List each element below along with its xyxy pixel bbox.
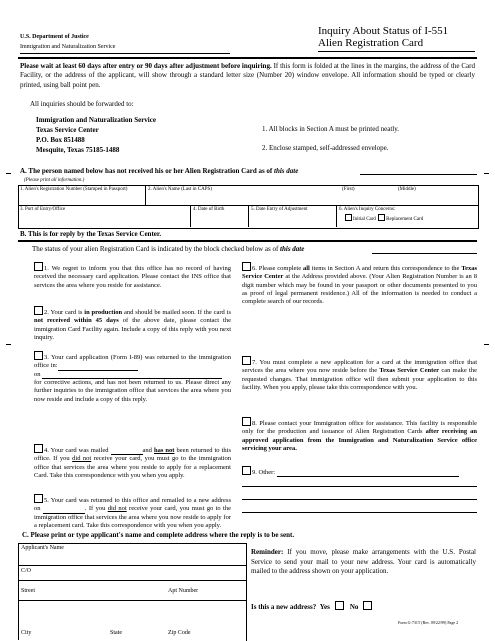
applicant-name-field[interactable]: Applicant's Name — [21, 545, 64, 551]
option-3-on: on — [34, 370, 41, 378]
note-1: 1. All blocks in Section A must be printed neatly. — [262, 125, 400, 133]
reply-option-2 — [34, 306, 231, 342]
reply-option-5 — [34, 494, 231, 530]
option-9-text: 9. Other: — [252, 469, 276, 476]
section-a-heading-date: this date — [274, 167, 299, 175]
option-6-emphasis: Texas Service Center — [242, 265, 477, 281]
option-5-text: receive your card, you must go to the immigration office that services the area where you now reside to apply for a replacement card. Take this correspondence with you when you apply. — [34, 505, 231, 529]
section-b-heading: B. This is for reply by the Texas Service Center. — [20, 230, 162, 238]
apt-number-field[interactable]: Apt Number — [168, 588, 199, 594]
field-first-name-label: (First) — [342, 187, 355, 192]
section-a-date-field[interactable] — [360, 174, 477, 175]
address-box — [18, 543, 247, 641]
fold-mark — [6, 344, 11, 345]
no-label: No — [349, 603, 359, 611]
reminder-body: If you move, please make arrangements with the U.S. Postal Service to send your mail to your new address. Your card is automatically mailed to the address shown on your application. — [251, 548, 476, 576]
option-5-emphasis: did not — [107, 505, 127, 513]
replacement-card-label: Replacement Card — [386, 217, 424, 222]
section-a-heading — [20, 167, 298, 175]
status-text: The status of your alien Registration Card is indicated by the block checked below as of — [32, 245, 281, 253]
option-2-text: of the above date, please contact the immigration Card Facility again. Include a copy of this reply with you next inquiry. — [34, 317, 231, 341]
reply-option-6 — [242, 262, 477, 307]
option-2-checkbox[interactable] — [34, 306, 43, 315]
print-note: (Please print all information.) — [24, 178, 85, 183]
other-line[interactable] — [242, 499, 477, 500]
option-8-checkbox[interactable] — [242, 417, 251, 426]
option-4-checkbox[interactable] — [34, 444, 43, 453]
address-box-left — [18, 543, 19, 640]
option-4-emphasis: has not — [153, 447, 175, 454]
yes-checkbox[interactable] — [335, 601, 344, 610]
initial-card-label: Initial Card — [353, 217, 376, 222]
field-middle-name-label: (Middle) — [398, 187, 416, 192]
field-port-of-entry[interactable]: 3. Port of Entry/Office — [20, 207, 66, 212]
grid-col-divider — [248, 205, 249, 227]
forward-label: All inquiries should be forwarded to: — [30, 100, 134, 108]
field-date-of-birth[interactable]: 4. Date of Birth — [193, 207, 225, 212]
option-3-checkbox[interactable] — [34, 351, 43, 360]
option-4-text: receive your card, you must go to the immigration office that services the area where you reside to apply for a replacement Card. Take this correspondence with you when you apply. — [34, 455, 231, 479]
address-row-divider — [18, 600, 247, 601]
field-date-entry[interactable]: 5. Date Entry of Adjustment — [251, 207, 308, 212]
reminder-text — [251, 548, 476, 577]
form-title — [318, 26, 448, 49]
option-2-text: and should be mailed soon. If the card is — [122, 309, 231, 316]
field-alien-name[interactable]: 2. Alien's Name (Last in CAPS) — [148, 187, 212, 192]
street-field[interactable]: Street — [21, 588, 35, 594]
fold-mark — [484, 344, 489, 345]
grid-col-divider — [190, 205, 191, 227]
other-line[interactable] — [242, 512, 477, 513]
intro-rest: If this form is folded at the lines in the margins, the address of the Card Facility, or the address of the applicant, will show through a standard letter size (Number 20) window envelope. All information should be typed or clearly printed, using ball point pen. — [20, 62, 475, 89]
option-7-text: can make the requested changes. That immigration office will then submit your application to this facility. When you apply, please take this correspondence with you. — [242, 367, 477, 391]
reply-option-8 — [242, 417, 477, 453]
city-field[interactable]: City — [21, 630, 32, 636]
address-line: Mesquite, Texas 75185-1488 — [36, 146, 120, 155]
agency-underline — [20, 53, 230, 54]
no-checkbox[interactable] — [363, 601, 372, 610]
state-field[interactable]: State — [110, 630, 122, 636]
fold-mark — [484, 173, 489, 174]
reminder-label: Reminder: — [251, 548, 284, 556]
zip-code-field[interactable]: Zip Code — [168, 630, 191, 636]
reply-option-3 — [34, 351, 231, 404]
option-4-text: 4. Your card was mailed — [44, 447, 109, 454]
option-6-checkbox[interactable] — [242, 262, 251, 271]
option-6-text: at the Address provided above. (Your Alien Registration Number is an 8 digit number which may be found in your passport or other documents presented to you as proof of legal permanent residence.) All of the information is needed to conduct a complete search of our records. — [242, 273, 478, 306]
option-8-text: 8. Please contact your Immigration office for assistance. This facility is responsible only for the production and issuance of Alien Registration Cards — [242, 420, 477, 436]
address-line: Texas Service Center — [36, 126, 99, 135]
address-line: Immigration and Naturalization Service — [36, 116, 156, 124]
replacement-card-checkbox[interactable] — [378, 214, 385, 221]
department-name: U.S. Department of Justice — [20, 34, 89, 40]
option-6-text: 6. Please complete — [252, 265, 303, 272]
form-number: Form G-731T (Rev. 09/22/99) Page 2 — [398, 620, 459, 625]
field-alien-number[interactable]: 1. Alien's Registration Number (Stamped in Passport) — [20, 187, 128, 192]
inquiry-options — [344, 214, 423, 223]
option-2-emphasis: in production — [84, 309, 123, 316]
option-5-text: 5. Your card was returned to this office and remailed to a new address on — [34, 497, 231, 513]
reply-option-9 — [242, 466, 477, 477]
address-row-divider — [18, 565, 247, 566]
option-5-text: . If you — [84, 505, 108, 513]
reply-option-1 — [34, 262, 231, 290]
option-7-checkbox[interactable] — [242, 356, 251, 365]
option-3-office-field[interactable] — [58, 370, 138, 371]
option-6-emphasis: all — [302, 265, 310, 272]
co-field[interactable]: C/O — [21, 568, 32, 574]
mailing-address — [36, 115, 156, 156]
address-line: P.O. Box 851488 — [36, 136, 85, 145]
section-a-heading-text: A. The person named below has not received his or her Alien Registration Card as of — [20, 167, 275, 175]
section-c-heading: C. Please print or type applicant's name and complete address where the reply is to be sent. — [22, 531, 295, 539]
title-underline — [318, 51, 475, 52]
option-6-text: items in Section A and return this correspondence to the — [309, 265, 462, 272]
option-3-text: 3. Your card application (Form I-89) was returned to the immigration office in: — [34, 354, 231, 370]
option-4-text: been returned to this office. If you — [34, 447, 231, 463]
intro-lead: Please wait at least 60 days after entry or 90 days after adjustment before inquiring. — [20, 62, 272, 70]
option-1-text: 1. We regret to inform you that this office has no record of having received the necessary card application. Please contact the INS office that services the area where you reside for assistance. — [34, 265, 231, 289]
note-2: 2. Enclose stamped, self-addressed envelope. — [262, 144, 389, 152]
section-b-rule — [18, 240, 477, 242]
yes-label: Yes — [319, 603, 330, 611]
option-2-emphasis: not received within 45 days — [34, 317, 119, 325]
agency-name: Immigration and Naturalization Service — [20, 44, 116, 50]
address-row-divider — [18, 580, 247, 581]
option-5-checkbox[interactable] — [34, 494, 43, 503]
intro-text — [20, 62, 475, 90]
new-address-question — [251, 601, 373, 611]
status-date-label: this date — [280, 245, 305, 253]
title-line-1: Inquiry About Status of I-551 — [318, 25, 449, 37]
option-8-emphasis: after receiving an approved application from the Immigration and Naturalization Service office servicing your area. — [242, 428, 477, 452]
option-7-emphasis: Texas Service Center — [379, 367, 440, 375]
status-line — [32, 245, 304, 253]
option-2-text: 2. Your card is — [44, 309, 85, 316]
option-3-text: for corrective actions, and has not been returned to us. Please direct any further inquiries to the immigration office that services the area where you now reside and include a copy of this reply. — [34, 378, 231, 403]
title-line-2: Alien Registration Card — [318, 36, 424, 49]
initial-card-checkbox[interactable] — [345, 214, 352, 221]
reply-option-7 — [242, 356, 477, 392]
reply-option-4 — [34, 444, 231, 480]
option-4-emphasis: did not — [72, 455, 92, 463]
fold-mark — [6, 173, 11, 174]
grid-col-divider — [336, 205, 337, 227]
grid-col-divider — [145, 185, 146, 205]
option-7-text: 7. You must complete a new application for a card at the immigration office that services the area where you now reside before the — [242, 359, 477, 375]
field-inquiry-concerns: 6. Alien's Inquiry Concerns: — [339, 207, 396, 212]
other-field[interactable] — [277, 476, 459, 477]
option-1-checkbox[interactable] — [34, 262, 43, 271]
option-4-text: and — [142, 447, 152, 454]
header-rule — [18, 57, 477, 59]
other-line[interactable] — [242, 486, 477, 487]
status-date-field[interactable] — [372, 253, 477, 254]
new-address-label: Is this a new address? — [251, 603, 317, 611]
option-9-checkbox[interactable] — [242, 466, 251, 475]
